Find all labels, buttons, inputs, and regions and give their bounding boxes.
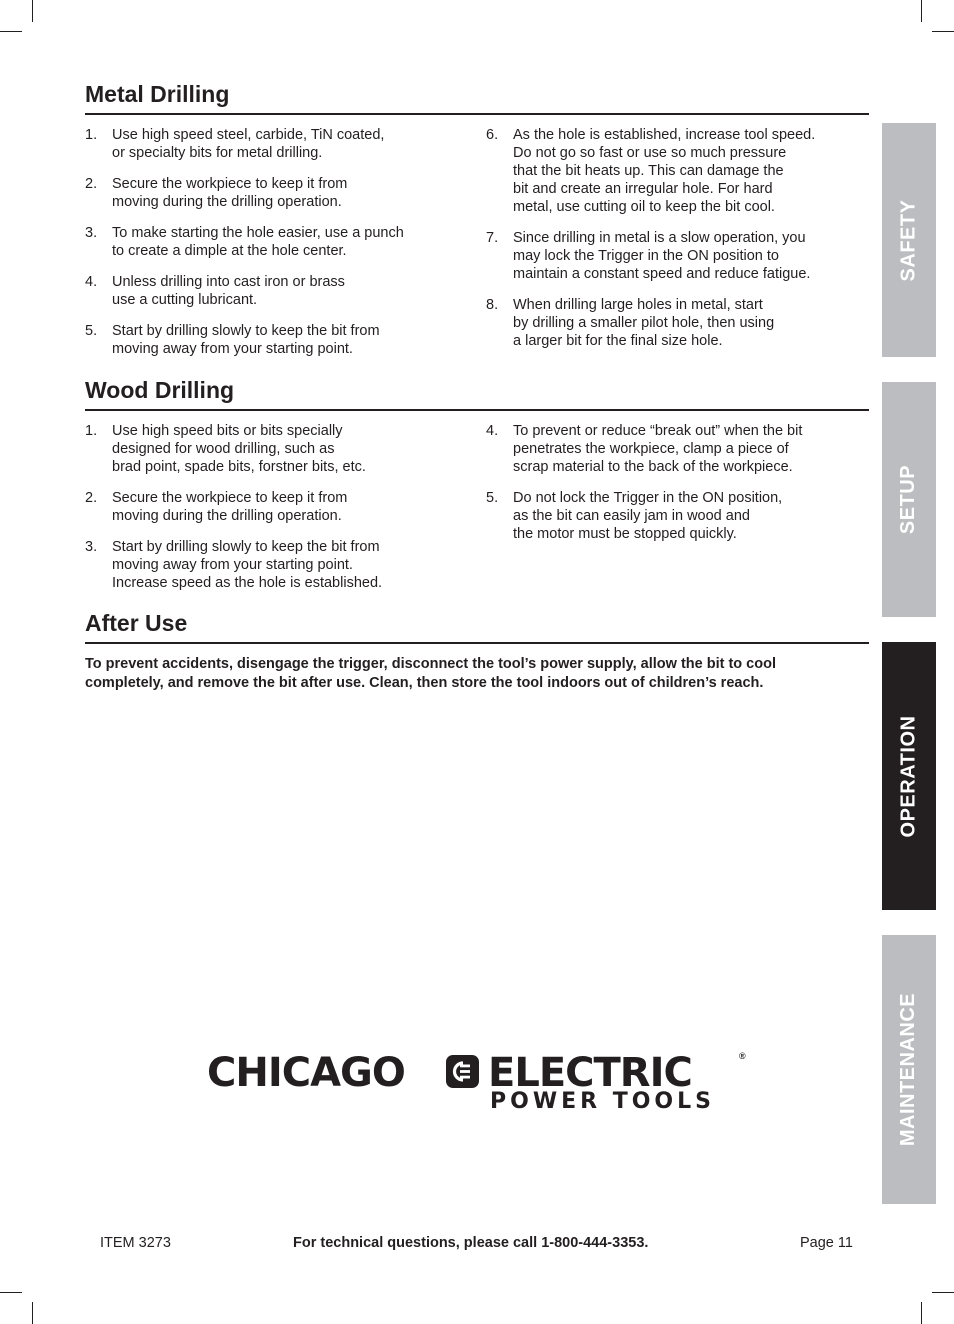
item-text: Use high speed steel, carbide, TiN coated, or specialty bits for metal drilling. <box>112 127 385 161</box>
tab-label: MAINTENANCE <box>897 992 920 1147</box>
list-item <box>486 422 866 476</box>
tab-label: SAFETY <box>897 199 920 281</box>
list-item <box>85 224 475 260</box>
item-number: 6. <box>486 127 499 143</box>
item-text: To prevent or reduce “break out” when the bit penetrates the workpiece, clamp a piece of scrap material to the back of the workpiece. <box>513 423 803 475</box>
after-use-text: To prevent accidents, disengage the trigger, disconnect the tool’s power supply, allow the bit to cool completely, and remove the bit after use. Clean, then store the tool indoors out of children’s reach. <box>85 656 776 691</box>
item-number: 3. <box>85 225 98 241</box>
item-text: As the hole is established, increase tool speed. Do not go so fast or use so much pressure that the bit heats up. This can damage the bit and create an irregular hole. For hard metal, use cutting oil to keep the bit cool. <box>513 127 816 215</box>
item-number: 2. <box>85 490 98 506</box>
metal-drilling-right-column <box>486 126 866 363</box>
chicago-electric-logo <box>207 1051 752 1119</box>
list-item <box>85 126 475 162</box>
item-text: Do not lock the Trigger in the ON position, as the bit can easily jam in wood and the motor must be stopped quickly. <box>513 490 783 542</box>
item-text: Use high speed bits or bits specially designed for wood drilling, such as brad point, spade bits, forstner bits, etc. <box>112 423 366 475</box>
metal-drilling-heading: Metal Drilling <box>85 80 869 115</box>
logo-word-chicago: CHICAGO <box>207 1050 405 1096</box>
list-item <box>85 322 475 358</box>
item-text: To make starting the hole easier, use a punch to create a dimple at the hole center. <box>112 225 404 259</box>
wood-drilling-right-column <box>486 422 866 556</box>
footer-help-text: For technical questions, please call 1-800-444-3353. <box>293 1235 649 1251</box>
item-text: Since drilling in metal is a slow operation, you may lock the Trigger in the ON position to maintain a constant speed and reduce fatigue. <box>513 230 811 282</box>
footer-item-number: ITEM 3273 <box>100 1235 171 1251</box>
item-number: 5. <box>85 323 98 339</box>
item-text: Start by drilling slowly to keep the bit from moving away from your starting point. Increase speed as the hole is established. <box>112 539 383 591</box>
tab-label: OPERATION <box>897 715 920 837</box>
list-item <box>85 422 475 476</box>
item-text: Secure the workpiece to keep it from moving during the drilling operation. <box>112 176 348 210</box>
logo-tagline: POWER TOOLS <box>490 1089 715 1114</box>
crop-mark <box>932 1292 954 1293</box>
list-item <box>85 175 475 211</box>
list-item <box>85 273 475 309</box>
ce-logo-icon <box>446 1055 479 1088</box>
crop-mark <box>0 31 22 32</box>
item-number: 1. <box>85 127 98 143</box>
wood-drilling-heading: Wood Drilling <box>85 376 869 411</box>
item-number: 4. <box>486 423 499 439</box>
crop-mark <box>0 1292 22 1293</box>
item-number: 3. <box>85 539 98 555</box>
item-number: 1. <box>85 423 98 439</box>
item-number: 7. <box>486 230 499 246</box>
crop-mark <box>32 1302 33 1324</box>
list-item <box>85 538 475 592</box>
list-item <box>85 489 475 525</box>
footer-page-number: Page 11 <box>800 1235 853 1251</box>
item-number: 5. <box>486 490 499 506</box>
item-number: 8. <box>486 297 499 313</box>
after-use-heading: After Use <box>85 609 869 644</box>
crop-mark <box>932 31 954 32</box>
item-text: Start by drilling slowly to keep the bit from moving away from your starting point. <box>112 323 380 357</box>
crop-mark <box>32 0 33 22</box>
list-item <box>486 229 866 283</box>
item-text: Unless drilling into cast iron or brass use a cutting lubricant. <box>112 274 345 308</box>
crop-mark <box>921 0 922 22</box>
list-item <box>486 296 866 350</box>
crop-mark <box>921 1302 922 1324</box>
item-text: When drilling large holes in metal, start by drilling a smaller pilot hole, then using a larger bit for the final size hole. <box>513 297 775 349</box>
tab-setup[interactable] <box>882 382 936 617</box>
list-item <box>486 126 866 216</box>
list-item <box>486 489 866 543</box>
tab-maintenance[interactable] <box>882 935 936 1204</box>
metal-drilling-left-column <box>85 126 475 371</box>
logo-word-electric: ELECTRIC <box>488 1050 692 1096</box>
tab-label: SETUP <box>897 464 920 535</box>
wood-drilling-left-column <box>85 422 475 605</box>
registered-mark: ® <box>739 1051 746 1061</box>
tab-safety[interactable] <box>882 123 936 357</box>
item-number: 4. <box>85 274 98 290</box>
tab-operation[interactable] <box>882 642 936 910</box>
item-number: 2. <box>85 176 98 192</box>
item-text: Secure the workpiece to keep it from moving during the drilling operation. <box>112 490 348 524</box>
